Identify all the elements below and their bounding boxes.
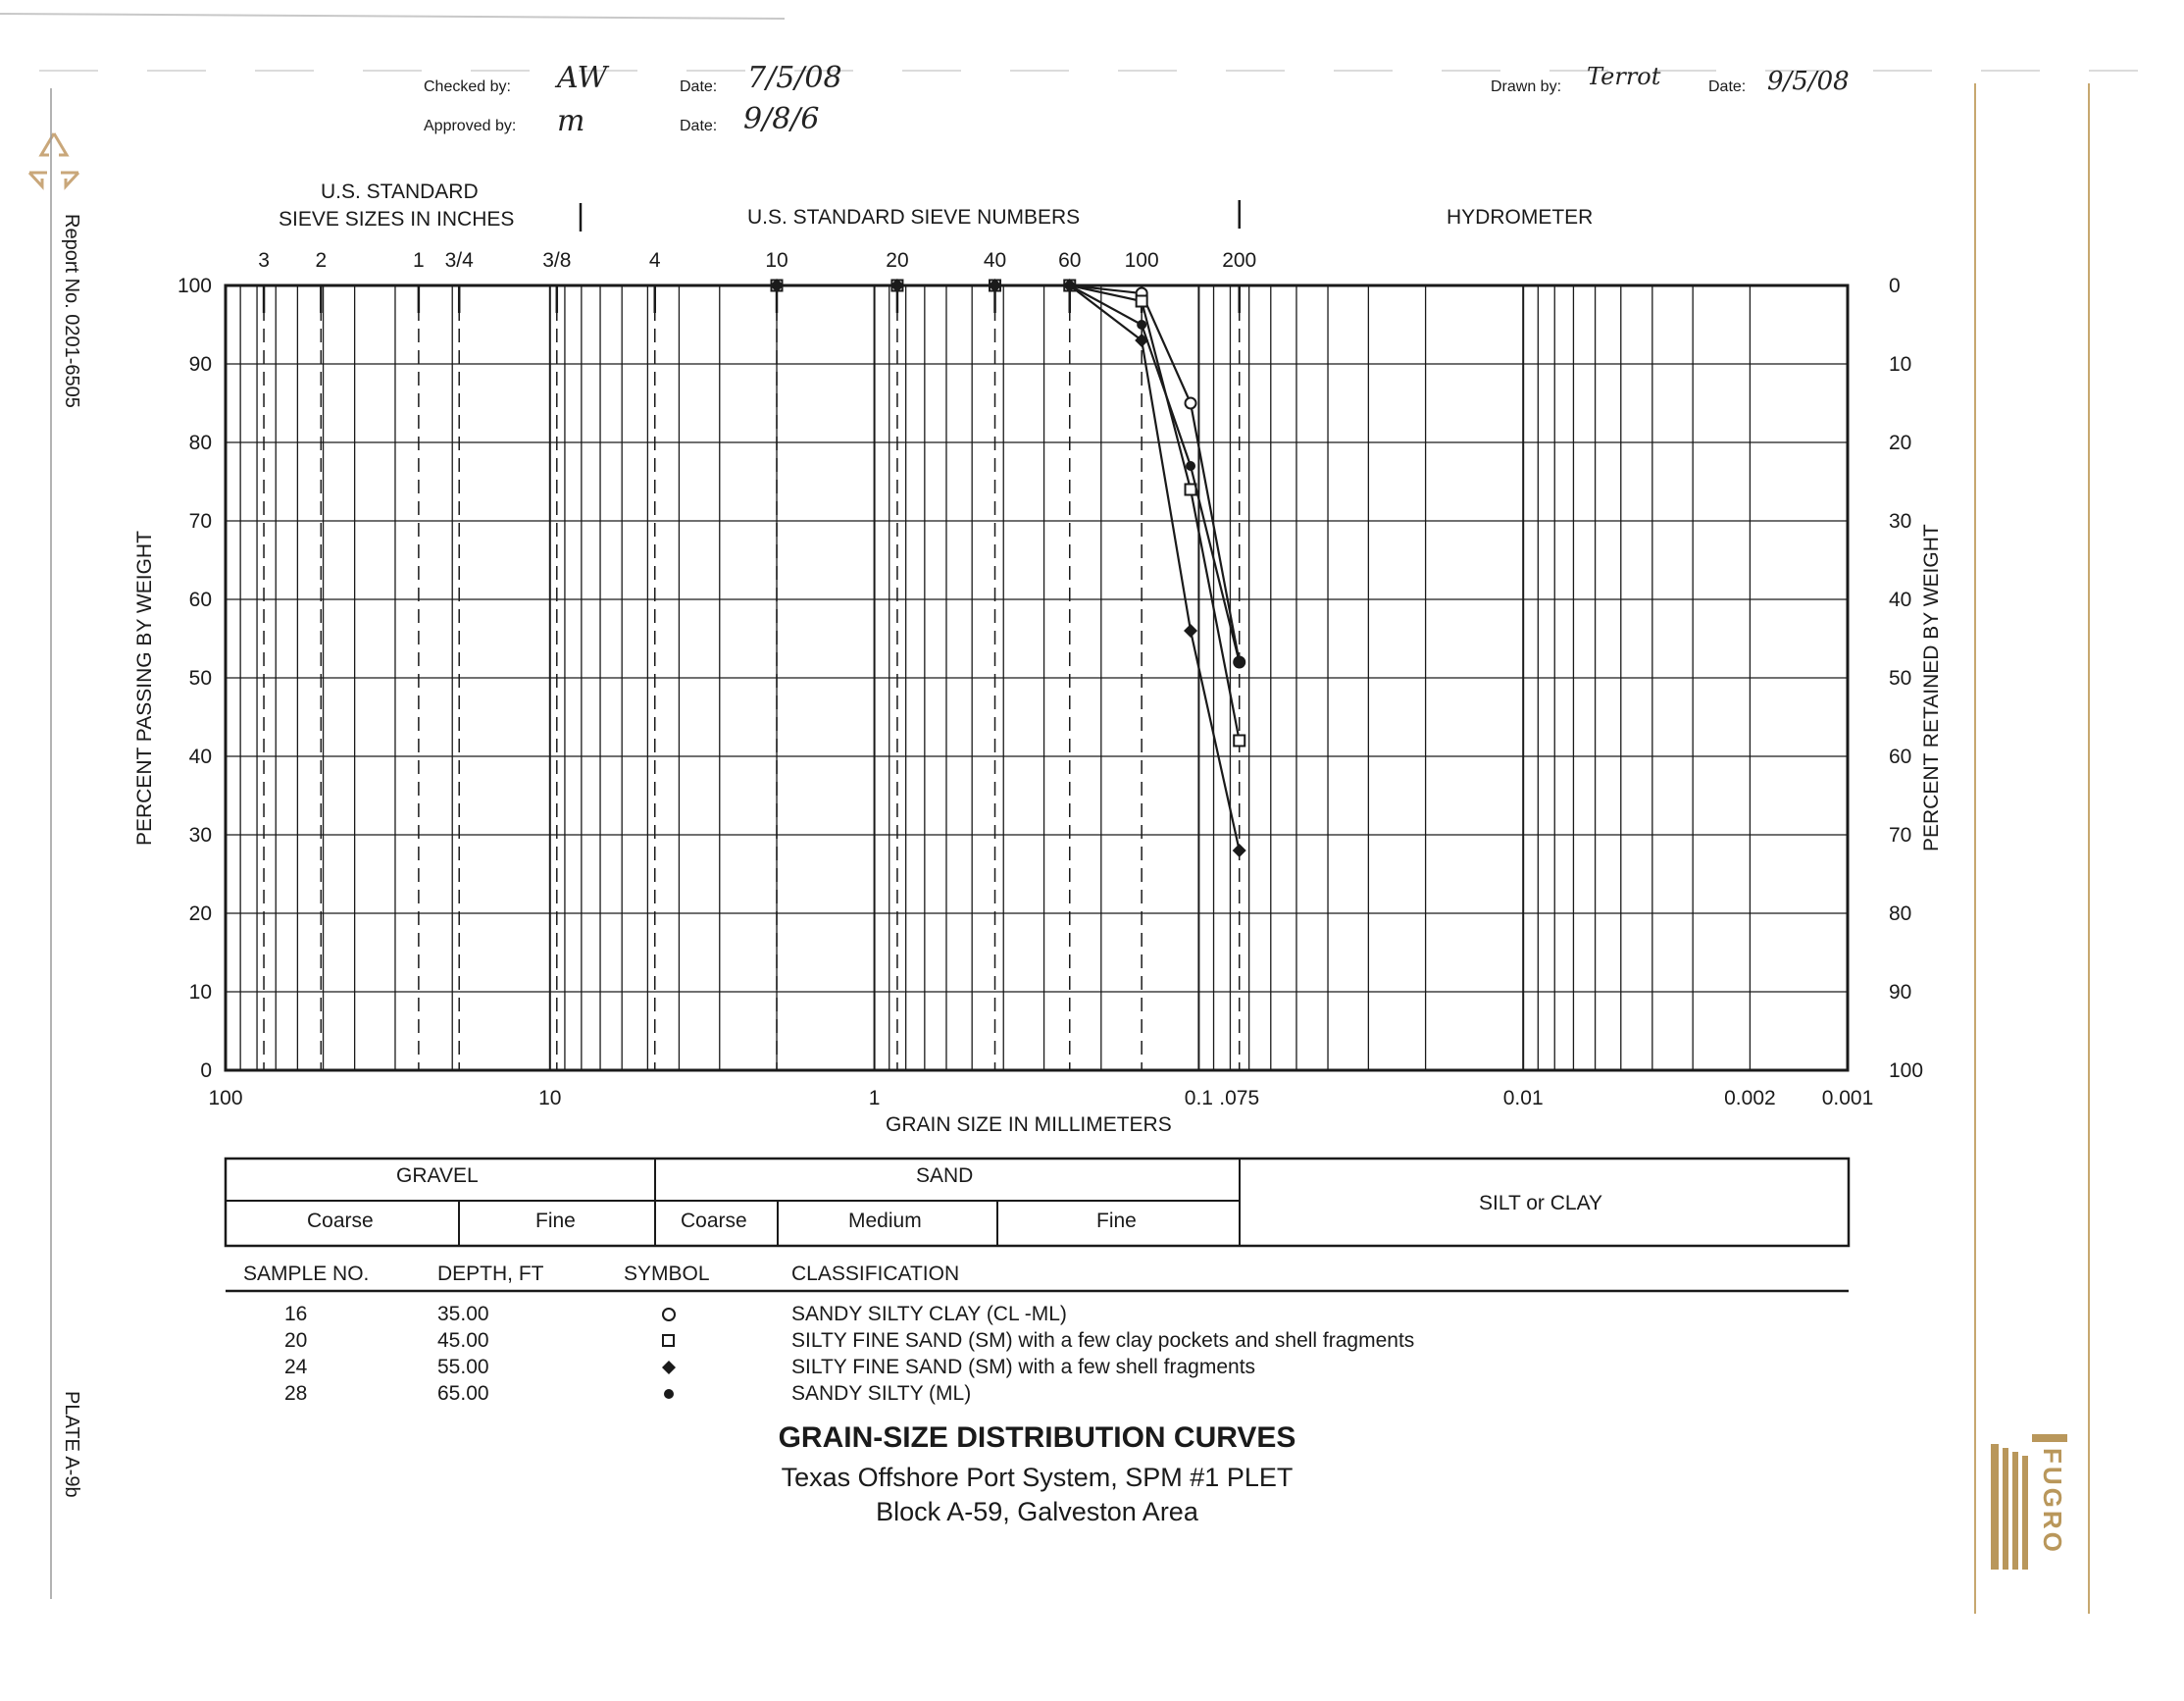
sieve-inches-heading-line1: U.S. STANDARD: [321, 180, 479, 203]
x-tick-label: 0.1: [1184, 1087, 1214, 1109]
sand-fine-label: Fine: [1096, 1210, 1137, 1232]
sieve-tick-label: 3: [258, 249, 270, 272]
x-tick-label: 1: [868, 1087, 881, 1109]
figure-title: GRAIN-SIZE DISTRIBUTION CURVES: [778, 1421, 1296, 1454]
drawn-date: 9/5/08: [1767, 67, 1850, 96]
x-tick-label: 100: [208, 1087, 243, 1109]
sieve-tick-label: 2: [315, 249, 328, 272]
y-tick-label: 40: [188, 746, 212, 768]
sand-medium-label: Medium: [848, 1210, 922, 1232]
table-row-sample: 20: [284, 1329, 308, 1352]
y-tick-label-right: 80: [1889, 902, 1912, 925]
checked-date: 7/5/08: [747, 61, 842, 95]
table-row-classification: SILTY FINE SAND (SM) with a few shell fragments: [791, 1356, 1256, 1378]
table-header-symbol: SYMBOL: [624, 1263, 710, 1285]
table-header-sample: SAMPLE NO.: [243, 1263, 370, 1285]
table-row-sample: 16: [284, 1303, 308, 1325]
figure-subtitle-1: Texas Offshore Port System, SPM #1 PLET: [781, 1463, 1294, 1492]
gravel-label: GRAVEL: [396, 1164, 479, 1187]
y-tick-label-right: 60: [1889, 746, 1912, 768]
drawn-by-label: Drawn by:: [1491, 78, 1562, 95]
x-tick-label: .075: [1219, 1087, 1260, 1109]
y-tick-label: 100: [177, 275, 212, 297]
x-tick-label: 0.01: [1502, 1087, 1544, 1109]
sieve-tick-label: 20: [886, 249, 909, 272]
y-tick-label: 80: [188, 432, 212, 454]
logo-text: FUGRO: [2038, 1448, 2067, 1555]
x-tick-label: 10: [538, 1087, 562, 1109]
drawn-by-signature: Terrot: [1587, 63, 1661, 90]
y-tick-label-right: 10: [1889, 353, 1912, 376]
sieve-tick-label: 10: [765, 249, 788, 272]
symbol-diamond-icon: [662, 1361, 676, 1374]
sand-label: SAND: [916, 1164, 974, 1187]
y-tick-label-right: 100: [1889, 1059, 1924, 1082]
silt-clay-label: SILT or CLAY: [1479, 1192, 1603, 1214]
y-tick-label-right: 40: [1889, 589, 1912, 611]
approved-by-label: Approved by:: [424, 118, 517, 134]
gravel-fine-label: Fine: [535, 1210, 576, 1232]
y-tick-label: 60: [188, 589, 212, 611]
y-tick-label: 10: [188, 981, 212, 1004]
y-tick-label: 50: [188, 667, 212, 690]
y-tick-label-right: 70: [1889, 824, 1912, 847]
table-row-depth: 65.00: [437, 1382, 489, 1405]
symbol-circle-icon: [663, 1309, 675, 1320]
y-axis-title: PERCENT PASSING BY WEIGHT: [133, 531, 156, 846]
table-row-sample: 24: [284, 1356, 308, 1378]
table-row-classification: SANDY SILTY (ML): [791, 1382, 972, 1405]
x-tick-label: 0.002: [1724, 1087, 1776, 1109]
y-tick-label-right: 30: [1889, 510, 1912, 533]
sieve-tick-label: 3/8: [542, 249, 572, 272]
sieve-tick-label: 1: [413, 249, 425, 272]
sieve-tick-label: 40: [983, 249, 1007, 272]
checked-date-label: Date:: [680, 78, 718, 95]
y-tick-label: 0: [200, 1059, 212, 1082]
x-tick-label: 0.001: [1821, 1087, 1874, 1109]
y-tick-label: 30: [188, 824, 212, 847]
drawn-date-label: Date:: [1708, 78, 1747, 95]
sieve-tick-label: 3/4: [444, 249, 474, 272]
symbol-square-icon: [663, 1335, 674, 1346]
y-axis-title-right: PERCENT RETAINED BY WEIGHT: [1920, 524, 1943, 851]
y-tick-label: 20: [188, 902, 212, 925]
table-symbols: [647, 1303, 686, 1411]
x-axis-title: GRAIN SIZE IN MILLIMETERS: [886, 1113, 1172, 1136]
table-row-depth: 35.00: [437, 1303, 489, 1325]
y-tick-label-right: 0: [1889, 275, 1901, 297]
approved-date-label: Date:: [680, 118, 718, 134]
table-header-rule: [226, 1289, 1850, 1293]
y-tick-label: 90: [188, 353, 212, 376]
report-number: Report No. 0201-6505: [61, 214, 82, 408]
sieve-inches-heading-line2: SIEVE SIZES IN INCHES: [279, 208, 515, 231]
table-header-classification: CLASSIFICATION: [791, 1263, 960, 1285]
table-row-depth: 45.00: [437, 1329, 489, 1352]
sieve-numbers-heading: U.S. STANDARD SIEVE NUMBERS: [747, 206, 1081, 229]
plate-number: PLATE A-9b: [61, 1391, 82, 1498]
y-tick-label: 70: [188, 510, 212, 533]
table-row-classification: SANDY SILTY CLAY (CL -ML): [791, 1303, 1067, 1325]
approved-by-signature: m: [557, 104, 585, 138]
table-row-classification: SILTY FINE SAND (SM) with a few clay pockets and shell fragments: [791, 1329, 1415, 1352]
checked-by-signature: AW: [557, 61, 608, 95]
sieve-tick-label: 100: [1124, 249, 1159, 272]
sand-coarse-label: Coarse: [681, 1210, 747, 1232]
table-header-depth: DEPTH, FT: [437, 1263, 544, 1285]
table-row-sample: 28: [284, 1382, 308, 1405]
sieve-tick-label: 60: [1058, 249, 1082, 272]
table-row-depth: 55.00: [437, 1356, 489, 1378]
y-tick-label-right: 20: [1889, 432, 1912, 454]
symbol-dot-icon: [664, 1389, 674, 1399]
figure-subtitle-2: Block A-59, Galveston Area: [876, 1497, 1198, 1526]
sieve-tick-label: 200: [1222, 249, 1257, 272]
checked-by-label: Checked by:: [424, 78, 511, 95]
hydrometer-heading: HYDROMETER: [1447, 206, 1594, 229]
y-tick-label-right: 90: [1889, 981, 1912, 1004]
sieve-tick-label: 4: [648, 249, 661, 272]
gravel-coarse-label: Coarse: [307, 1210, 374, 1232]
y-tick-label-right: 50: [1889, 667, 1912, 690]
approved-date: 9/8/6: [743, 102, 820, 136]
